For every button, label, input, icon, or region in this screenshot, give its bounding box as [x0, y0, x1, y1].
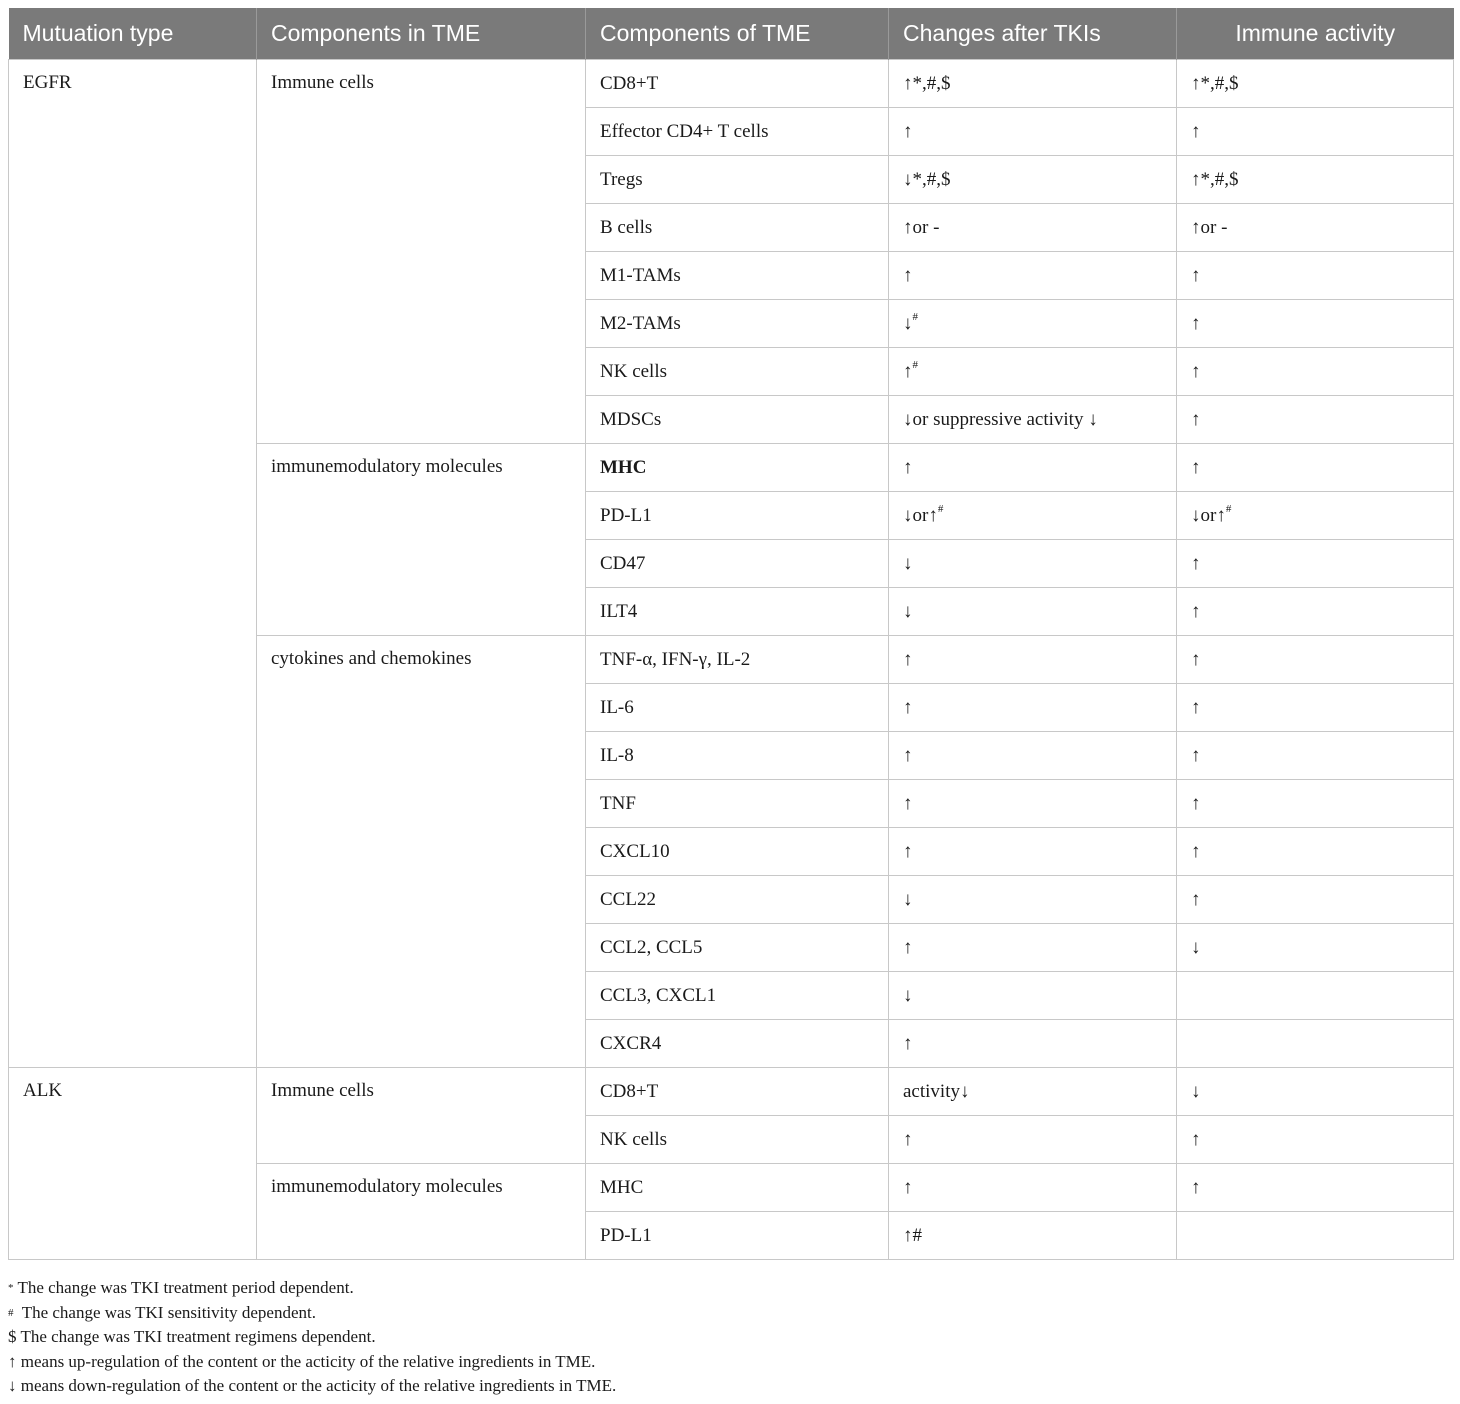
- immune-activity-cell: [1177, 1116, 1454, 1164]
- immune-activity-cell-text: ↑: [1191, 696, 1201, 718]
- change-cell: [889, 1068, 1177, 1116]
- change-cell-text: ↑#: [903, 1224, 922, 1246]
- immune-activity-cell-text: ↑*,#,$: [1191, 72, 1239, 94]
- component-cell: [586, 396, 889, 444]
- change-cell: [889, 972, 1177, 1020]
- component-cell: [586, 972, 889, 1020]
- header-changes-after-tkis: Changes after TKIs: [889, 8, 1177, 60]
- change-cell: [889, 204, 1177, 252]
- component-cell-text: CXCR4: [600, 1032, 662, 1054]
- change-cell: [889, 156, 1177, 204]
- immune-activity-cell: [1177, 636, 1454, 684]
- change-cell: [889, 1164, 1177, 1212]
- immune-activity-cell-text: ↑: [1191, 120, 1201, 142]
- footnote-text: $ The change was TKI treatment regimens dependent.: [8, 1327, 376, 1347]
- component-cell-text: TNF: [600, 792, 636, 814]
- immune-activity-cell: [1177, 732, 1454, 780]
- component-cell-text: ILT4: [600, 600, 638, 622]
- component-cell-text: CD8+T: [600, 72, 659, 94]
- component-cell: [586, 828, 889, 876]
- immune-activity-cell-text: ↑or -: [1191, 216, 1228, 238]
- component-cell-text: Tregs: [600, 168, 643, 190]
- immune-activity-cell: [1177, 60, 1454, 108]
- immune-activity-cell-text: ↑: [1191, 1128, 1201, 1150]
- change-cell: [889, 348, 1177, 396]
- component-cell-text: M2-TAMs: [600, 312, 681, 334]
- immune-activity-cell-text: ↑: [1191, 888, 1201, 910]
- immune-activity-cell: [1177, 876, 1454, 924]
- immune-activity-cell-text: ↓: [1191, 1080, 1201, 1102]
- immune-activity-cell: [1177, 540, 1454, 588]
- component-cell: [586, 444, 889, 492]
- component-cell: [586, 252, 889, 300]
- component-cell-text: NK cells: [600, 360, 668, 382]
- immune-activity-cell-text: ↑: [1191, 312, 1201, 334]
- component-cell: [586, 204, 889, 252]
- change-cell-text: ↑: [903, 840, 913, 862]
- component-cell: [586, 492, 889, 540]
- table-header: [9, 8, 1454, 60]
- immune-activity-cell: [1177, 924, 1454, 972]
- component-cell-text: PD-L1: [600, 1224, 652, 1246]
- footnote-line: [8, 1301, 616, 1326]
- immune-activity-cell-text: ↓: [1191, 936, 1201, 958]
- change-cell: [889, 108, 1177, 156]
- change-cell: [889, 396, 1177, 444]
- component-cell: [586, 1068, 889, 1116]
- change-cell-text: ↓: [903, 888, 913, 910]
- component-cell: [586, 684, 889, 732]
- change-cell: [889, 876, 1177, 924]
- change-cell-text: ↓: [903, 600, 913, 622]
- footnote-text: The change was TKI treatment period dependent.: [13, 1278, 354, 1297]
- component-cell: [586, 300, 889, 348]
- change-cell: [889, 780, 1177, 828]
- component-cell: [586, 60, 889, 108]
- change-cell-text: activity↓: [903, 1080, 970, 1102]
- immune-activity-cell: [1177, 204, 1454, 252]
- immune-activity-cell-text: ↑: [1191, 600, 1201, 622]
- immune-activity-cell-text: ↑: [1191, 360, 1201, 382]
- component-cell-text: B cells: [600, 216, 653, 238]
- footnote-line: [8, 1350, 616, 1375]
- change-cell-text: ↑: [903, 936, 913, 958]
- change-cell: [889, 252, 1177, 300]
- component-cell-text: TNF-α, IFN-γ, IL-2: [600, 648, 751, 670]
- immune-activity-cell-text: ↑*,#,$: [1191, 168, 1239, 190]
- footnote-mark: #: [8, 1306, 14, 1319]
- immune-activity-cell-text: ↑: [1191, 552, 1201, 574]
- change-cell: [889, 492, 1177, 540]
- immune-activity-cell-text: ↓or↑: [1191, 504, 1226, 526]
- change-cell: [889, 732, 1177, 780]
- component-category-cell: Immune cells: [257, 1068, 586, 1164]
- change-cell-superscript: #: [912, 310, 918, 323]
- change-cell-text: ↑: [903, 120, 913, 142]
- change-cell-text: ↑: [903, 792, 913, 814]
- change-cell: [889, 540, 1177, 588]
- component-cell: [586, 348, 889, 396]
- immune-activity-cell-text: ↑: [1191, 744, 1201, 766]
- immune-activity-cell: [1177, 1164, 1454, 1212]
- component-cell: [586, 924, 889, 972]
- component-cell: [586, 588, 889, 636]
- component-cell-text: CCL2, CCL5: [600, 936, 703, 958]
- change-cell-text: ↓or suppressive activity ↓: [903, 408, 1098, 430]
- component-cell: [586, 780, 889, 828]
- immune-activity-cell-text: ↑: [1191, 408, 1201, 430]
- component-cell-text: CD47: [600, 552, 646, 574]
- change-cell: [889, 1116, 1177, 1164]
- change-cell-text: ↑*,#,$: [903, 72, 951, 94]
- change-cell-text: ↑: [903, 264, 913, 286]
- change-cell-text: ↑: [903, 696, 913, 718]
- change-cell-text: ↑: [903, 360, 913, 382]
- immune-activity-cell: [1177, 972, 1454, 1020]
- header-components-in-tme: Components in TME: [257, 8, 586, 60]
- component-cell: [586, 1212, 889, 1260]
- footnote-line: [8, 1374, 616, 1399]
- footnote-mark: *: [8, 1282, 14, 1294]
- change-cell: [889, 588, 1177, 636]
- component-cell: [586, 1020, 889, 1068]
- immune-activity-cell: [1177, 492, 1454, 540]
- immune-activity-cell-text: ↑: [1191, 1176, 1201, 1198]
- component-cell-text: Effector CD4+ T cells: [600, 120, 769, 142]
- immune-activity-cell-superscript: #: [1225, 502, 1232, 515]
- change-cell: [889, 684, 1177, 732]
- mutation-type-cell: ALK: [9, 1068, 257, 1260]
- footnotes: [8, 1276, 616, 1399]
- component-category-cell: cytokines and chemokines: [257, 636, 586, 1068]
- change-cell-text: ↓*,#,$: [903, 168, 951, 190]
- tme-table: [8, 8, 1454, 1260]
- footnote-line: [8, 1325, 616, 1350]
- change-cell-text: ↑: [903, 648, 913, 670]
- component-cell-text: CD8+T: [600, 1080, 659, 1102]
- table-row: [9, 1068, 1454, 1116]
- change-cell: [889, 60, 1177, 108]
- immune-activity-cell-text: ↑: [1191, 456, 1201, 478]
- change-cell-text: ↓or↑: [903, 504, 938, 526]
- footnote-text: ↓ means down-regulation of the content or the acticity of the relative ingredients in TME.: [8, 1376, 617, 1396]
- component-cell: [586, 540, 889, 588]
- component-cell: [586, 1116, 889, 1164]
- immune-activity-cell-text: ↑: [1191, 840, 1201, 862]
- component-cell-text: M1-TAMs: [600, 264, 681, 286]
- component-category-cell: immunemodulatory molecules: [257, 444, 586, 636]
- immune-activity-cell: [1177, 1020, 1454, 1068]
- immune-activity-cell-text: ↑: [1191, 792, 1201, 814]
- component-category-cell: immunemodulatory molecules: [257, 1164, 586, 1260]
- immune-activity-cell: [1177, 300, 1454, 348]
- component-cell-text: CXCL10: [600, 840, 670, 862]
- change-cell-text: ↓: [903, 984, 913, 1006]
- immune-activity-cell: [1177, 588, 1454, 636]
- change-cell-text: ↑: [903, 744, 913, 766]
- change-cell: [889, 924, 1177, 972]
- immune-activity-cell: [1177, 252, 1454, 300]
- component-category-cell: Immune cells: [257, 60, 586, 444]
- immune-activity-cell: [1177, 828, 1454, 876]
- immune-activity-cell: [1177, 1068, 1454, 1116]
- immune-activity-cell: [1177, 348, 1454, 396]
- immune-activity-cell: [1177, 780, 1454, 828]
- change-cell-text: ↑: [903, 1128, 913, 1150]
- immune-activity-cell: [1177, 444, 1454, 492]
- component-cell-text: IL-8: [600, 744, 634, 766]
- component-cell-text: CCL22: [600, 888, 656, 910]
- change-cell: [889, 1212, 1177, 1260]
- change-cell: [889, 444, 1177, 492]
- change-cell-text: ↓: [903, 552, 913, 574]
- mutation-type-cell: EGFR: [9, 60, 257, 1068]
- change-cell-superscript: #: [937, 502, 944, 515]
- component-cell: [586, 108, 889, 156]
- footnote-text: ↑ means up-regulation of the content or the acticity of the relative ingredients in TME.: [8, 1351, 596, 1371]
- component-cell-text: CCL3, CXCL1: [600, 984, 717, 1006]
- change-cell: [889, 1020, 1177, 1068]
- change-cell-text: ↑or -: [903, 216, 940, 238]
- component-cell: [586, 156, 889, 204]
- component-cell: [586, 636, 889, 684]
- header-immune-activity: Immune activity: [1177, 8, 1454, 60]
- change-cell-superscript: #: [912, 358, 918, 371]
- footnote-line: [8, 1276, 616, 1301]
- change-cell: [889, 636, 1177, 684]
- header-components-of-tme: Components of TME: [586, 8, 889, 60]
- immune-activity-cell: [1177, 108, 1454, 156]
- change-cell-text: ↑: [903, 456, 913, 478]
- immune-activity-cell: [1177, 396, 1454, 444]
- header-mutation-type: Mutuation type: [9, 8, 257, 60]
- component-cell-text: MHC: [600, 1176, 644, 1198]
- change-cell: [889, 828, 1177, 876]
- component-cell-text: MDSCs: [600, 408, 662, 430]
- immune-activity-cell-text: ↑: [1191, 648, 1201, 670]
- change-cell: [889, 300, 1177, 348]
- immune-activity-cell: [1177, 156, 1454, 204]
- immune-activity-cell: [1177, 684, 1454, 732]
- component-cell: [586, 1164, 889, 1212]
- immune-activity-cell-text: ↑: [1191, 264, 1201, 286]
- change-cell-text: ↑: [903, 1176, 913, 1198]
- data-table-container: [8, 8, 1453, 1260]
- table-body: [9, 60, 1454, 1260]
- component-cell-text: IL-6: [600, 696, 634, 718]
- immune-activity-cell: [1177, 1212, 1454, 1260]
- table-row: [9, 60, 1454, 108]
- change-cell-text: ↓: [903, 312, 913, 334]
- component-cell: [586, 876, 889, 924]
- header-row: [9, 8, 1454, 60]
- change-cell-text: ↑: [903, 1032, 913, 1054]
- component-cell-text: MHC: [600, 456, 647, 478]
- component-cell-text: NK cells: [600, 1128, 668, 1150]
- component-cell-text: PD-L1: [600, 504, 652, 526]
- component-cell: [586, 732, 889, 780]
- footnote-text: The change was TKI sensitivity dependent.: [13, 1302, 316, 1322]
